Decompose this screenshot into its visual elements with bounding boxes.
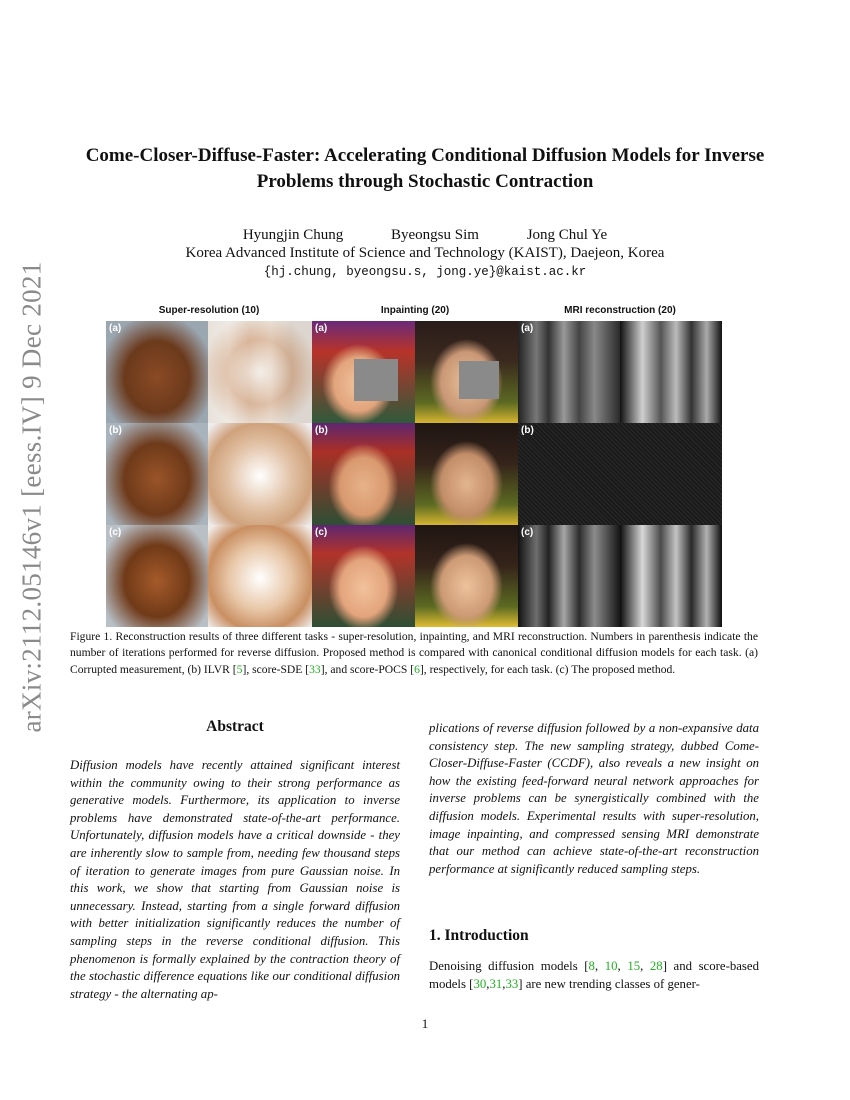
abstract-body-left: Diffusion models have recently attained significant interest within the community owing to their strong performance as generative models. Furthermore, its application to inverse problems have demonstrated state-of-the-art performance. Unfortunately, diffusion models have a critical downside - they are inherently slow to sample from, needing few thousand steps of iteration to generate images from pure Gaussian noise. In this work, we show that starting from Gaussian noise is unnecessary. Instead, starting from a single forward diffusion with better initialization significantly reduces the number of sampling steps in the reverse conditional diffusion. This phenomenon is formally explained by the contraction theory of the stochastic difference equations like our conditional diffusion strategy - the alternating ap- (70, 758, 400, 1001)
inpaint-proposed-baby (312, 525, 415, 627)
inpaint-proposed-girl (415, 525, 518, 627)
row-label-c: (c) (521, 527, 534, 538)
abstract-body-right: plications of reverse diffusion followed by a non-expansive data consistency step. The new sampling strategy, dubbed Come-Closer-Diffuse-Faster (CCDF), also reveals a new insight on how the existing feed-forward neural network approaches for inverse problems can be synergistically combined with the diffusion models. Experimental results with super-resolution, image inpainting, and compressed sensing MRI demonstrate that our method can achieve state-of-the-art reconstruction performance at significantly reduced sampling steps. (429, 721, 759, 876)
row-label-a: (a) (109, 323, 122, 334)
row-label-a: (a) (315, 323, 328, 334)
intro-text: Denoising diffusion models [ (429, 959, 589, 973)
column-title-super-resolution: Super-resolution (10) (158, 305, 260, 316)
row-label-b: (b) (521, 425, 534, 436)
arxiv-id: arXiv:2112.05146v1 [eess.IV] 9 Dec 2021 (16, 261, 47, 733)
citation-link[interactable]: 30 (473, 976, 487, 991)
row-label-b: (b) (315, 425, 328, 436)
author-3: Jong Chul Ye (526, 227, 608, 243)
sr-proposed-spaniel (208, 525, 312, 627)
inpaint-score-sde-baby (312, 423, 415, 525)
citation-link[interactable]: 28 (649, 959, 663, 973)
inpainting-mask (459, 361, 499, 399)
paper-title: Come-Closer-Diffuse-Faster: Accelerating Conditional Diffusion Models for Inverse Problems through Stochastic Contraction (85, 145, 765, 192)
sr-corrupted-dachshund (106, 321, 208, 423)
caption-text: ], respectively, for each task. (c) The proposed method. (419, 662, 676, 676)
citation-link[interactable]: 15 (627, 959, 641, 973)
figure-1 (106, 305, 722, 627)
citation-link[interactable]: 33 (505, 976, 519, 991)
arxiv-stamp (12, 261, 52, 733)
abstract-heading: Abstract (206, 718, 264, 735)
intro-text: ] and score-based models [ (429, 959, 759, 991)
figure-caption (70, 629, 758, 678)
caption-text: ], and score-POCS [ (320, 662, 415, 676)
mri-proposed-knee-2 (620, 525, 722, 627)
citation-link[interactable]: 5 (236, 662, 243, 676)
caption-text: ], score-SDE [ (242, 662, 310, 676)
row-label-c: (c) (109, 527, 122, 538)
page-number: 1 (421, 1016, 429, 1031)
affiliation: Korea Advanced Institute of Science and Technology (KAIST), Daejeon, Korea (185, 245, 665, 261)
sr-ilvr-spaniel (208, 423, 312, 525)
intro-text: ] are new trending classes of gener- (518, 976, 700, 991)
row-label-a: (a) (521, 323, 534, 334)
column-title-mri: MRI reconstruction (20) (564, 305, 676, 316)
citation-link[interactable]: 6 (414, 662, 420, 676)
inpaint-corrupted-baby (312, 321, 415, 423)
citation-link[interactable]: 31 (489, 976, 503, 991)
authors (80, 227, 770, 244)
mri-score-pocs-noise (518, 423, 722, 525)
caption-text: Figure 1. Reconstruction results of three different tasks - super-resolution, inpainting, and MRI reconstruction. Numbers in parenthesis indicate the number of iterations performed for reverse diffusion. Proposed method is compared with canonical conditional diffusion models for each task. (a) Corrupted measurement, (b) ILVR [ (70, 630, 758, 676)
author-1: Hyungjin Chung (242, 227, 344, 243)
mri-corrupted-knee-2 (620, 321, 722, 423)
sr-ilvr-dachshund (106, 423, 208, 525)
citation-link[interactable]: 33 (309, 662, 321, 676)
sr-corrupted-spaniel (208, 321, 312, 423)
row-label-c: (c) (315, 527, 328, 538)
introduction-body: Denoising diffusion models [8, 10, 15, 28] and score-based models [30,31,33] are new trending classes of gener- (429, 959, 759, 991)
mri-proposed-knee-1 (518, 525, 620, 627)
author-2: Byeongsu Sim (391, 227, 479, 243)
inpaint-score-sde-girl (415, 423, 518, 525)
inpainting-mask (354, 359, 398, 401)
row-label-b: (b) (109, 425, 122, 436)
sr-proposed-dachshund (106, 525, 208, 627)
column-title-inpainting: Inpainting (20) (380, 305, 450, 316)
introduction-heading: 1. Introduction (429, 927, 529, 944)
citation-link[interactable]: 10 (604, 959, 618, 973)
inpaint-corrupted-girl (415, 321, 518, 423)
mri-corrupted-knee-1 (518, 321, 620, 423)
author-emails: {hj.chung, byeongsu.s, jong.ye}@kaist.ac.kr (263, 265, 587, 279)
citation-link[interactable]: 8 (588, 959, 595, 973)
